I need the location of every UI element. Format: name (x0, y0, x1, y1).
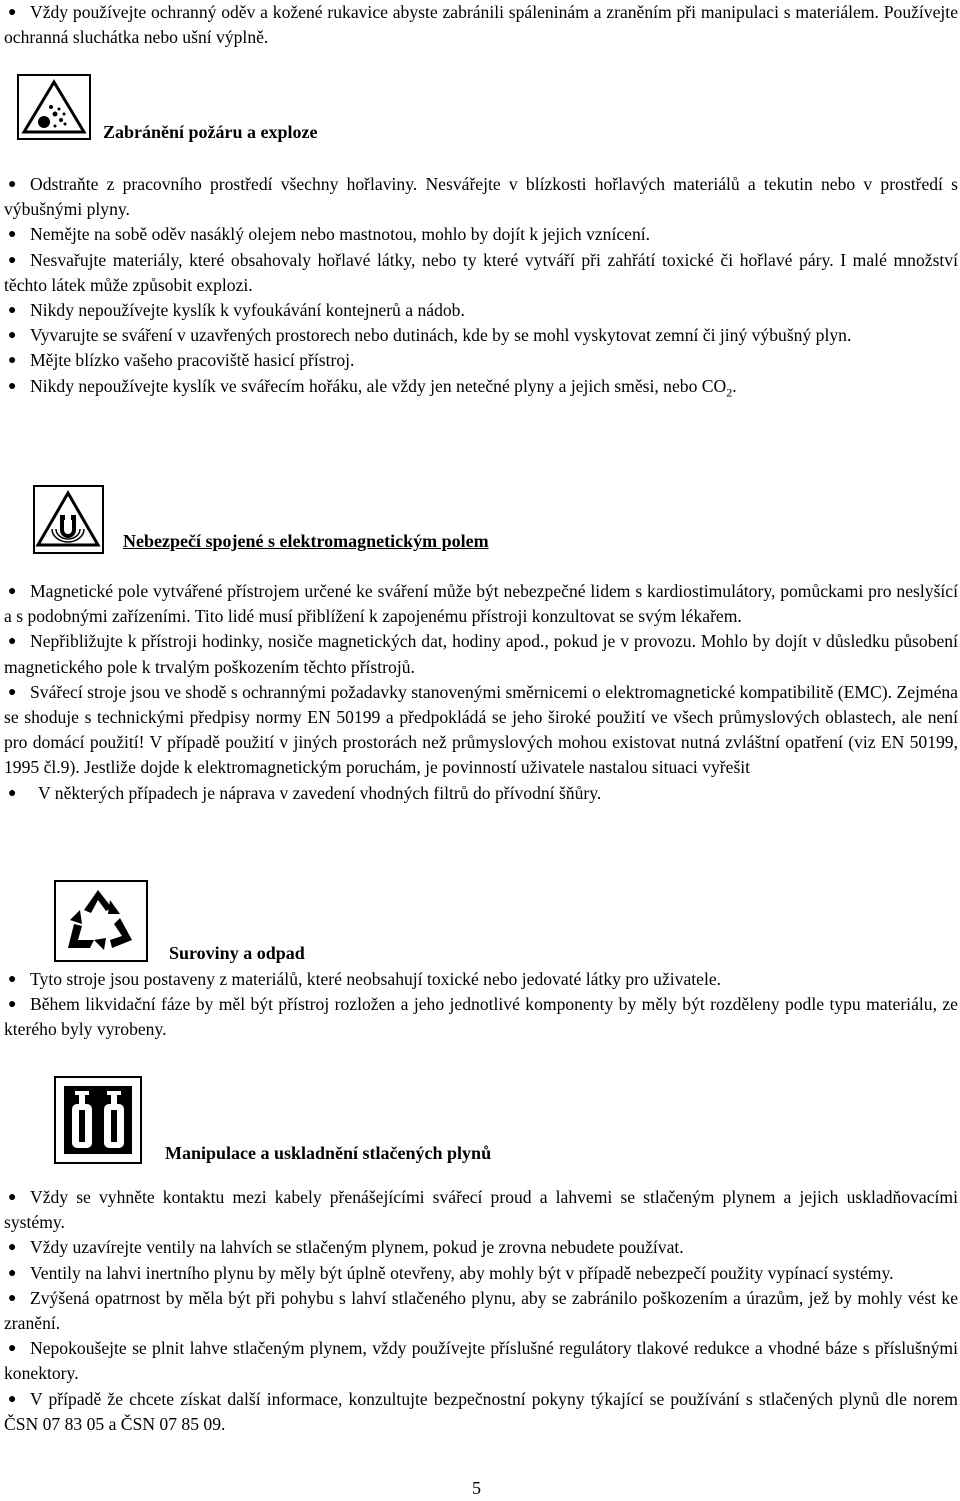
list-item-text: Vyvarujte se sváření v uzavřených prostorech nebo dutinách, kde by se mohl vyskytovat zemní či jiný výbušný plyn. (30, 325, 852, 346)
magnetic-field-warning-icon (33, 485, 104, 554)
list-item (4, 172, 958, 222)
list-item (4, 0, 958, 50)
bullet-icon: ● (8, 1391, 17, 1407)
subscript: 2 (726, 385, 733, 400)
bullet-icon: ● (8, 997, 17, 1013)
list-item-text: Zvýšená opatrnost by měla být při pohybu s lahví stlačeného plynu, aby se zabránilo poškozením a úrazům, jež by mohly vést ke zranění. (4, 1287, 958, 1334)
bullet-icon: ● (8, 584, 17, 599)
bullet-icon: ● (8, 634, 17, 650)
bullet-icon: ● (8, 378, 17, 394)
list-item-text: Nesvařujte materiály, které obsahovaly hořlavé látky, nebo ty které vytváří při zahřátí toxické či hořlavé páry. I malé množství těchto látek může způsobit explozi. (4, 249, 958, 295)
bullet-icon: ● (8, 1290, 17, 1306)
list-item-text: Vždy se vyhněte kontaktu mezi kabely přenášejícími svářecí proud a lahvemi se stlačeným plynem a jejich uskladňovacími systémy. (4, 1187, 958, 1233)
emf-section-title: Nebezpečí spojené s elektromagnetickým polem (123, 531, 489, 551)
bullet-icon: ● (8, 328, 17, 344)
fire-section-list (4, 172, 958, 399)
list-item-text: Během likvidační fáze by měl být přístroj rozložen a jeho jednotlivé komponenty by měly být rozděleny podle typu materiálu, ze kterého byly vyrobeny. (4, 994, 958, 1040)
list-item (4, 348, 958, 373)
list-item (4, 248, 958, 298)
list-item (4, 1387, 958, 1437)
list-item (4, 1261, 958, 1286)
recycling-icon (54, 880, 148, 962)
list-item-text: V některých případech je náprava v zavedení vhodných filtrů do přívodní šňůry. (38, 782, 602, 803)
list-item-text: Nikdy nepoužívejte kyslík ve svářecím hořáku, ale vždy jen netečné plyny a jejich směsi, nebo $CO_2$. (30, 375, 737, 400)
list-item-text: V případě že chcete získat další informace, konzultujte bezpečnostní pokyny týkající se používání s stlačených plynů dle norem ČSN 07 83 05 a ČSN 07 85 09. (4, 1388, 958, 1434)
bullet-icon: ● (8, 303, 17, 319)
bullet-icon: ● (8, 5, 17, 20)
bullet-icon: ● (8, 1240, 17, 1256)
list-item-text: Vždy uzavírejte ventily na lahvích se stlačeným plynem, pokud je zrovna nebudete používat. (30, 1237, 684, 1258)
list-item (4, 781, 958, 806)
bullet-icon: ● (8, 1265, 17, 1281)
bullet-icon: ● (8, 972, 17, 987)
list-item-text: Nepokoušejte se plnit lahve stlačeným plynem, vždy používejte příslušné regulátory tlakové redukce a vhodné báze s příslušnými konektory. (4, 1338, 958, 1384)
bullet-icon: ● (8, 1190, 17, 1205)
bullet-icon: ● (8, 177, 17, 192)
list-item-text: Mějte blízko vašeho pracoviště hasicí přístroj. (30, 350, 355, 371)
bullet-icon: ● (8, 227, 17, 243)
list-item (4, 992, 958, 1042)
list-item (4, 967, 958, 992)
bullet-icon: ● (8, 353, 17, 369)
page-number: 5 (472, 1478, 481, 1498)
list-item (4, 579, 958, 629)
list-item-text: Nikdy nepoužívejte kyslík k vyfoukávání kontejnerů a nádob. (30, 300, 465, 321)
protective-clothing-section (4, 0, 958, 50)
list-item-text: Vždy používejte ochranný oděv a kožené rukavice abyste zabránili spáleninám a zraněním při manipulaci s materiálem. Používejte ochranná sluchátka nebo ušní výplně. (4, 2, 958, 48)
bullet-icon: ● (8, 785, 17, 801)
emf-section-list (4, 579, 958, 806)
list-item (4, 1336, 958, 1386)
list-item (4, 1185, 958, 1235)
gas-cylinders-icon (54, 1076, 142, 1164)
gas-section-list (4, 1185, 958, 1437)
list-item (4, 1235, 958, 1260)
waste-section-list (4, 967, 958, 1043)
list-item-text: Nepřibližujte k přístroji hodinky, nosiče magnetických dat, hodiny apod., pokud je v provozu. Mohlo by dojít v důsledku působení magnetického pole k trvalým poškozením těchto přístrojů. (4, 631, 958, 677)
list-item (4, 629, 958, 679)
explosion-warning-icon (17, 74, 91, 140)
list-item-text: Svářecí stroje jsou ve shodě s ochrannými požadavky stanovenými směrnicemi o elektromagnetické kompatibilitě (EMC). Zejména se shoduje s technickými předpisy normy EN 50199 a předpokládá se jeho široké použití ve všech průmyslových oblastech, ale není pro domácí použití! V případě použití v jiných prostorách než průmyslových mohou existovat nutná zvláštní opatření (viz EN 50199, 1995 čl.9). Jestliže dojde k elektromagnetickým poruchám, je povinností uživatele nastalou situaci vyřešit (4, 681, 958, 778)
list-item-text: Tyto stroje jsou postaveny z materiálů, které neobsahují toxické nebo jedovaté látky pro uživatele. (30, 969, 722, 989)
list-item (4, 1286, 958, 1336)
waste-section-title: Suroviny a odpad (169, 943, 305, 963)
list-item (4, 222, 958, 247)
bullet-icon: ● (8, 1341, 17, 1357)
list-item-text: Nemějte na sobě oděv nasáklý olejem nebo mastnotou, mohlo by dojít k jejich vznícení. (30, 224, 651, 245)
list-item (4, 374, 958, 399)
bullet-icon: ● (8, 252, 17, 268)
list-item-text: Magnetické pole vytvářené přístrojem určené ke sváření může být nebezpečné lidem s kardiostimulátory, pomůckami pro neslyšící a s podobnými zařízeními. Tito lidé musí přiblížení k zapojenému přístroji konzultovat se svým lékařem. (4, 581, 958, 627)
list-item (4, 298, 958, 323)
fire-section-title: Zabránění požáru a exploze (103, 122, 318, 142)
list-item-text: Ventily na lahvi inertního plynu by měly být úplně otevřeny, aby mohly být v případě nebezpečí použity vypínací systémy. (30, 1262, 894, 1283)
gas-section-title: Manipulace a uskladnění stlačených plynů (165, 1143, 492, 1163)
bullet-icon: ● (8, 684, 17, 700)
list-item (4, 680, 958, 781)
list-item-text: Odstraňte z pracovního prostředí všechny hořlaviny. Nesvářejte v blízkosti hořlavých materiálů a tekutin nebo v prostředí s výbušnými plyny. (4, 174, 958, 220)
list-item (4, 323, 958, 348)
